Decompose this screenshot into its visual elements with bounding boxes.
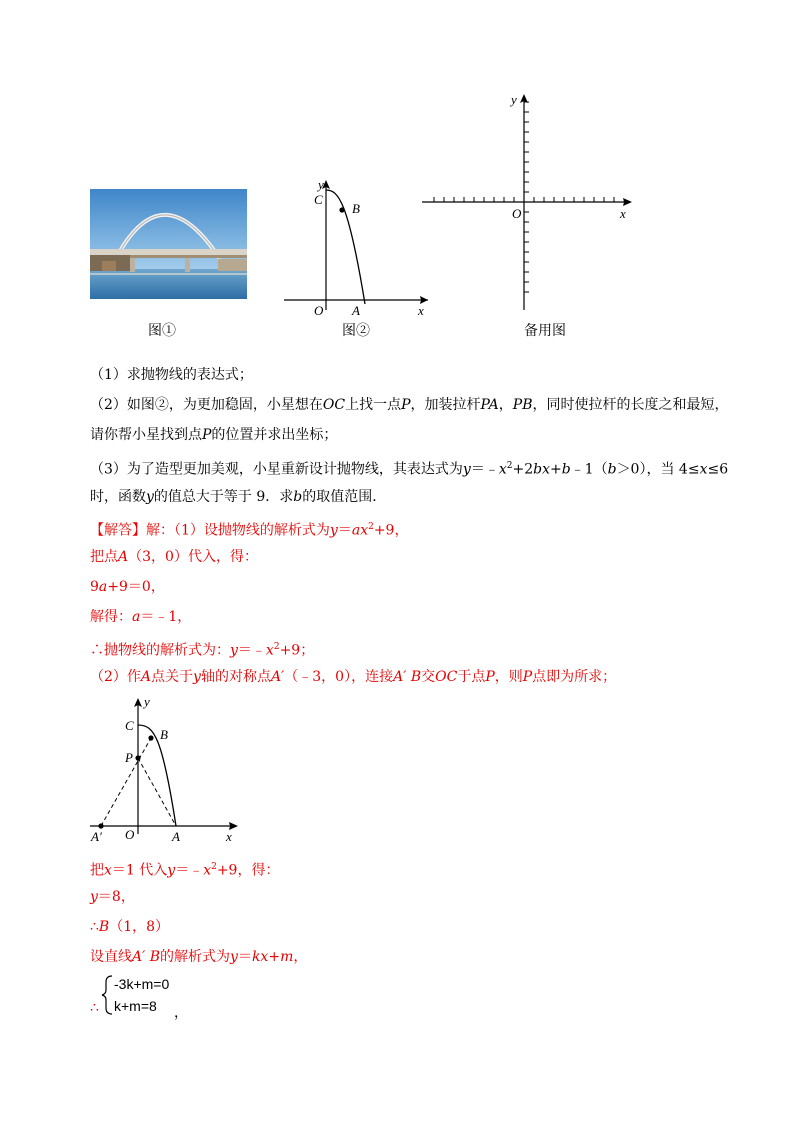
- figure2-diagram: [270, 170, 440, 320]
- fig3-x-arrow: [623, 198, 632, 206]
- question-2-line1: （2）如图②，为更加稳固，小星想在OC上找一点P，加装拉杆PA，PB，同时使拉杆的长度之和最短，: [90, 397, 729, 413]
- figure3-diagram: [418, 88, 638, 313]
- answer-line7: 把x＝1 代入$y=﹣x^2+9$，得：: [90, 862, 280, 879]
- system-equation-1: -3k+m=0: [114, 976, 170, 992]
- fig4-parabola: [138, 725, 176, 826]
- question-2-line2: 请你帮小星找到点P的位置并求出坐标；: [90, 427, 338, 443]
- figure2-caption: 图②: [342, 323, 370, 339]
- answer-line5: ∴抛物线的解析式为：$y=﹣x^2+9$；: [90, 642, 315, 659]
- question-1: （1）求抛物线的表达式；: [90, 367, 253, 383]
- answer-line6: （2）作A点关于y轴的对称点A′（﹣3，0），连接A′ B交OC于点P，则P点即为所求；: [90, 669, 617, 685]
- answer-line1: 【解答】解：（1）设抛物线的解析式为$y=ax^2+9$，: [90, 522, 409, 539]
- answer-line10: 设直线A′ B的解析式为y＝kx+m，: [90, 949, 308, 965]
- answer-line8: y＝8，: [90, 889, 135, 905]
- fig2-point-b: [339, 207, 344, 212]
- figure1-caption: 图①: [148, 323, 176, 339]
- system-brace-icon: [100, 974, 114, 1016]
- fig2-label-b: B: [352, 201, 360, 216]
- question-3-line1: （3）为了造型更加美观，小星重新设计抛物线，其表达式为$y=﹣x^2+2bx+b﹣1(b>0)$，当 4≤x≤6: [90, 461, 729, 478]
- fig3-label-x: x: [620, 206, 626, 221]
- answer-line2: 把点A（3，0）代入，得：: [90, 549, 258, 565]
- fig4-label-y: y: [144, 694, 150, 709]
- bridge-photo: [90, 189, 247, 299]
- fig4-point-p: [135, 755, 140, 760]
- fig2-label-a: A: [352, 303, 360, 318]
- fig2-label-y: y: [318, 177, 324, 192]
- fig4-label-b: B: [160, 727, 168, 742]
- question-3-line2: 时，函数y的值总大于等于 9．求b的取值范围．: [90, 489, 387, 505]
- fig3-label-o: O: [512, 206, 522, 221]
- fig4-label-c: C: [125, 718, 134, 733]
- fig2-label-x: x: [418, 303, 424, 318]
- fig4-label-p: P: [125, 750, 133, 765]
- fig4-label-a: A: [172, 829, 180, 844]
- fig4-label-o: O: [125, 827, 135, 842]
- fig3-label-y: y: [511, 92, 517, 107]
- fig4-point-b: [148, 735, 153, 740]
- figure4-diagram: [88, 690, 248, 845]
- system-comma: ，: [174, 1004, 188, 1020]
- figure3-caption: 备用图: [524, 323, 566, 339]
- fig4-label-x: x: [226, 829, 232, 844]
- answer-line4: 解得：a＝﹣1，: [90, 609, 192, 625]
- answer-line9: ∴B（1，8）: [90, 919, 170, 935]
- system-equation-2: k+m=8: [114, 998, 157, 1014]
- fig4-label-aprime: A′: [91, 829, 102, 844]
- answer-line3: 9a+9＝0，: [90, 579, 165, 595]
- fig2-label-o: O: [314, 303, 324, 318]
- fig4-point-aprime: [98, 823, 103, 828]
- therefore-symbol: ∴: [90, 1000, 99, 1016]
- fig2-label-c: C: [314, 192, 323, 207]
